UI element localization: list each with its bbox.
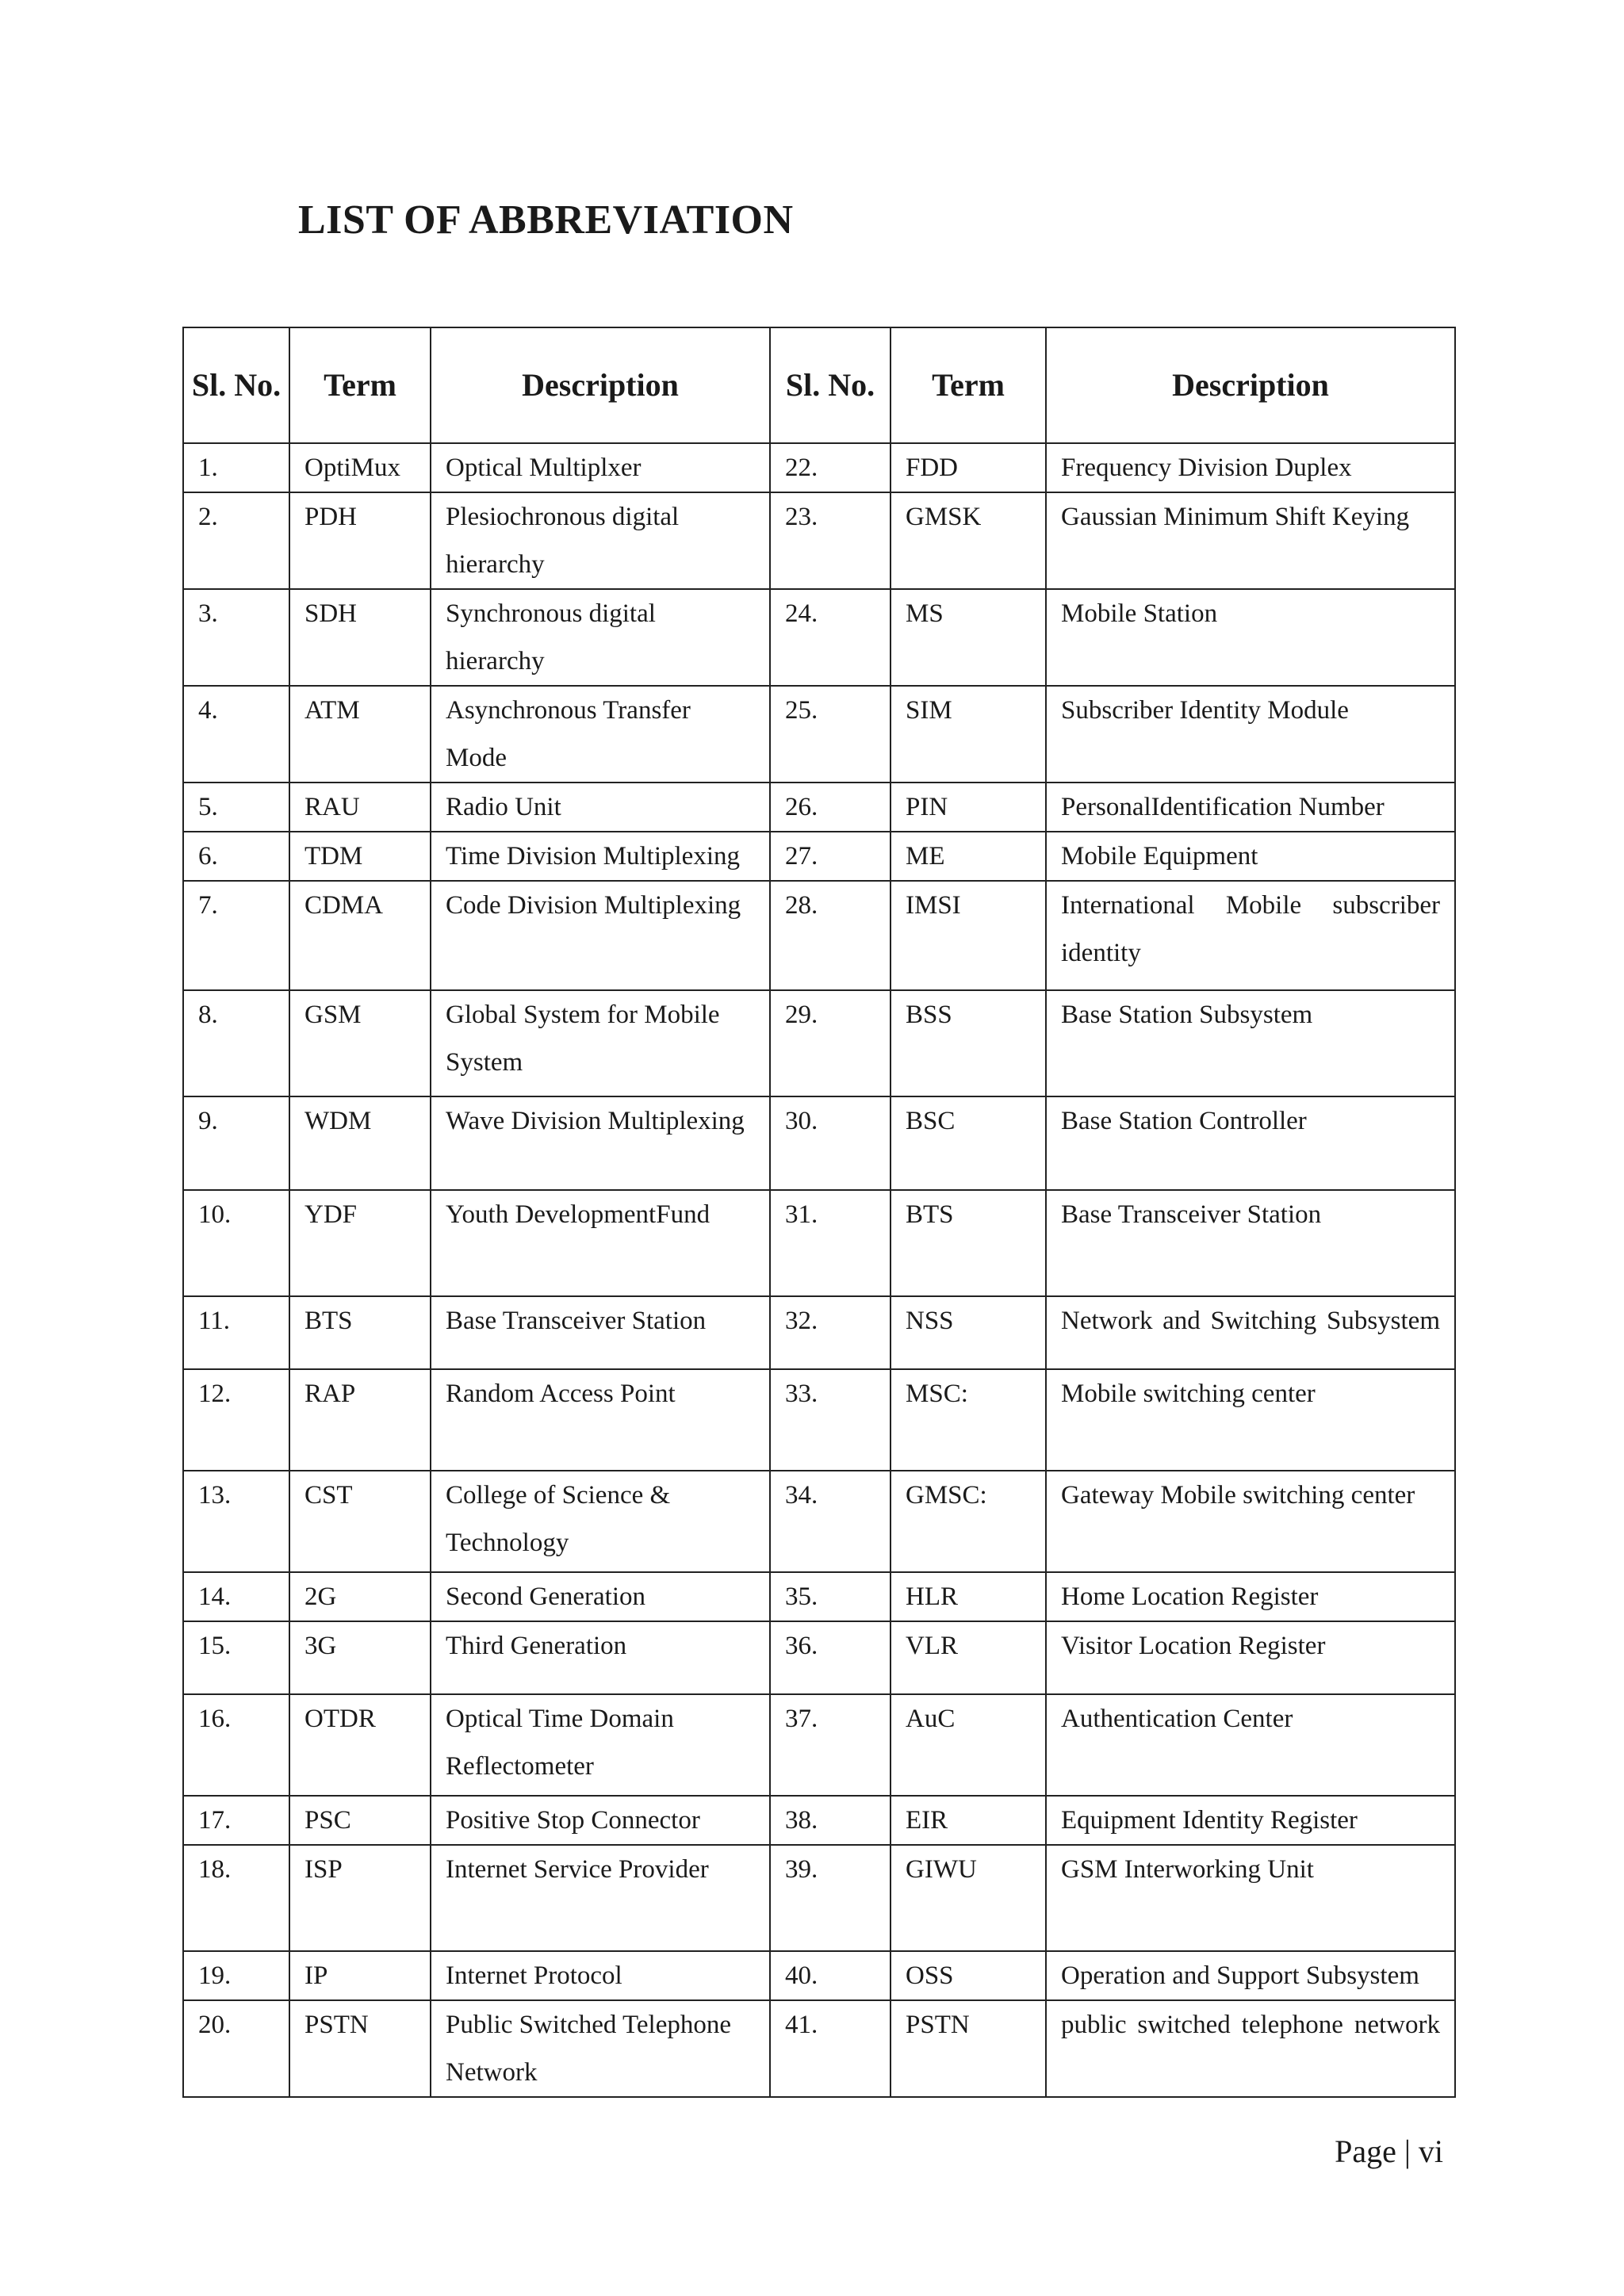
term-cell: IMSI — [891, 881, 1046, 990]
term-cell: CST — [289, 1471, 431, 1572]
sl-no-cell: 4. — [183, 686, 289, 783]
term-cell: PSTN — [891, 2000, 1046, 2097]
sl-no-cell: 31. — [770, 1190, 891, 1296]
sl-no-cell: 6. — [183, 832, 289, 881]
sl-no-cell: 5. — [183, 783, 289, 832]
term-cell: NSS — [891, 1296, 1046, 1369]
description-cell: Wave Division Multiplexing — [431, 1096, 770, 1190]
table-row — [183, 832, 1455, 881]
table-row — [183, 1845, 1455, 1951]
description-cell: Time Division Multiplexing — [431, 832, 770, 881]
sl-no-cell: 35. — [770, 1572, 891, 1621]
table-row — [183, 1471, 1455, 1572]
sl-no-cell: 41. — [770, 2000, 891, 2097]
description-cell: Mobile Equipment — [1046, 832, 1455, 881]
description-cell: Frequency Division Duplex — [1046, 443, 1455, 492]
description-cell: Gaussian Minimum Shift Keying — [1046, 492, 1455, 589]
sl-no-cell: 28. — [770, 881, 891, 990]
description-cell: Third Generation — [431, 1621, 770, 1694]
sl-no-cell: 2. — [183, 492, 289, 589]
term-cell: AuC — [891, 1694, 1046, 1796]
page-title: LIST OF ABBREVIATION — [298, 197, 794, 243]
header-term: Term — [891, 327, 1046, 443]
description-cell: GSM Interworking Unit — [1046, 1845, 1455, 1951]
term-cell: OSS — [891, 1951, 1046, 2000]
table-row — [183, 1621, 1455, 1694]
term-cell: GSM — [289, 990, 431, 1096]
table-row — [183, 990, 1455, 1096]
term-cell: BTS — [289, 1296, 431, 1369]
header-sl-no: Sl. No. — [770, 327, 891, 443]
header-sl-no: Sl. No. — [183, 327, 289, 443]
description-cell: Base Station Controller — [1046, 1096, 1455, 1190]
sl-no-cell: 22. — [770, 443, 891, 492]
table-row — [183, 686, 1455, 783]
sl-no-cell: 39. — [770, 1845, 891, 1951]
term-cell: SIM — [891, 686, 1046, 783]
sl-no-cell: 25. — [770, 686, 891, 783]
table-row — [183, 881, 1455, 990]
description-cell: Youth DevelopmentFund — [431, 1190, 770, 1296]
description-cell: Optical Time Domain Reflectometer — [431, 1694, 770, 1796]
term-cell: GMSC: — [891, 1471, 1046, 1572]
term-cell: OTDR — [289, 1694, 431, 1796]
header-description: Description — [431, 327, 770, 443]
term-cell: PIN — [891, 783, 1046, 832]
term-cell: MSC: — [891, 1369, 1046, 1471]
sl-no-cell: 14. — [183, 1572, 289, 1621]
sl-no-cell: 36. — [770, 1621, 891, 1694]
table-row — [183, 443, 1455, 492]
table-row — [183, 783, 1455, 832]
table-row — [183, 492, 1455, 589]
sl-no-cell: 40. — [770, 1951, 891, 2000]
description-cell: Internet Protocol — [431, 1951, 770, 2000]
description-cell: Asynchronous Transfer Mode — [431, 686, 770, 783]
description-cell: Mobile Station — [1046, 589, 1455, 686]
description-cell: PersonalIdentification Number — [1046, 783, 1455, 832]
sl-no-cell: 37. — [770, 1694, 891, 1796]
term-cell: EIR — [891, 1796, 1046, 1845]
header-description: Description — [1046, 327, 1455, 443]
sl-no-cell: 24. — [770, 589, 891, 686]
sl-no-cell: 38. — [770, 1796, 891, 1845]
term-cell: ME — [891, 832, 1046, 881]
table-row — [183, 1296, 1455, 1369]
description-cell: Mobile switching center — [1046, 1369, 1455, 1471]
table-row — [183, 1096, 1455, 1190]
sl-no-cell: 3. — [183, 589, 289, 686]
table-row — [183, 589, 1455, 686]
abbreviation-table — [182, 327, 1456, 2098]
term-cell: IP — [289, 1951, 431, 2000]
description-cell: Base Transceiver Station — [431, 1296, 770, 1369]
table-row — [183, 1369, 1455, 1471]
term-cell: WDM — [289, 1096, 431, 1190]
sl-no-cell: 7. — [183, 881, 289, 990]
term-cell: 2G — [289, 1572, 431, 1621]
term-cell: PSC — [289, 1796, 431, 1845]
sl-no-cell: 1. — [183, 443, 289, 492]
description-cell: Gateway Mobile switching center — [1046, 1471, 1455, 1572]
table-row — [183, 2000, 1455, 2097]
sl-no-cell: 13. — [183, 1471, 289, 1572]
description-cell: public switched telephone network — [1046, 2000, 1455, 2097]
table-row — [183, 1694, 1455, 1796]
term-cell: RAU — [289, 783, 431, 832]
description-cell: Operation and Support Subsystem — [1046, 1951, 1455, 2000]
sl-no-cell: 20. — [183, 2000, 289, 2097]
term-cell: CDMA — [289, 881, 431, 990]
description-cell: Equipment Identity Register — [1046, 1796, 1455, 1845]
term-cell: TDM — [289, 832, 431, 881]
description-cell: Subscriber Identity Module — [1046, 686, 1455, 783]
term-cell: RAP — [289, 1369, 431, 1471]
sl-no-cell: 16. — [183, 1694, 289, 1796]
description-cell: Base Station Subsystem — [1046, 990, 1455, 1096]
term-cell: BTS — [891, 1190, 1046, 1296]
sl-no-cell: 15. — [183, 1621, 289, 1694]
sl-no-cell: 23. — [770, 492, 891, 589]
table-row — [183, 1951, 1455, 2000]
sl-no-cell: 29. — [770, 990, 891, 1096]
term-cell: BSS — [891, 990, 1046, 1096]
sl-no-cell: 19. — [183, 1951, 289, 2000]
description-cell: Optical Multiplxer — [431, 443, 770, 492]
page-number: Page | vi — [1335, 2133, 1443, 2169]
description-cell: College of Science & Technology — [431, 1471, 770, 1572]
description-cell: Network and Switching Subsystem — [1046, 1296, 1455, 1369]
sl-no-cell: 11. — [183, 1296, 289, 1369]
description-cell: Visitor Location Register — [1046, 1621, 1455, 1694]
table-row — [183, 1190, 1455, 1296]
term-cell: BSC — [891, 1096, 1046, 1190]
table-header-row — [183, 327, 1455, 443]
sl-no-cell: 18. — [183, 1845, 289, 1951]
term-cell: GMSK — [891, 492, 1046, 589]
description-cell: Random Access Point — [431, 1369, 770, 1471]
term-cell: PSTN — [289, 2000, 431, 2097]
table-row — [183, 1572, 1455, 1621]
term-cell: ATM — [289, 686, 431, 783]
description-cell: Base Transceiver Station — [1046, 1190, 1455, 1296]
sl-no-cell: 8. — [183, 990, 289, 1096]
term-cell: HLR — [891, 1572, 1046, 1621]
term-cell: FDD — [891, 443, 1046, 492]
description-cell: Code Division Multiplexing — [431, 881, 770, 990]
sl-no-cell: 9. — [183, 1096, 289, 1190]
description-cell: Internet Service Provider — [431, 1845, 770, 1951]
term-cell: SDH — [289, 589, 431, 686]
term-cell: MS — [891, 589, 1046, 686]
sl-no-cell: 17. — [183, 1796, 289, 1845]
term-cell: GIWU — [891, 1845, 1046, 1951]
description-cell: Synchronous digital hierarchy — [431, 589, 770, 686]
sl-no-cell: 30. — [770, 1096, 891, 1190]
sl-no-cell: 33. — [770, 1369, 891, 1471]
description-cell: Plesiochronous digital hierarchy — [431, 492, 770, 589]
sl-no-cell: 34. — [770, 1471, 891, 1572]
sl-no-cell: 32. — [770, 1296, 891, 1369]
term-cell: ISP — [289, 1845, 431, 1951]
header-term: Term — [289, 327, 431, 443]
term-cell: OptiMux — [289, 443, 431, 492]
term-cell: VLR — [891, 1621, 1046, 1694]
term-cell: YDF — [289, 1190, 431, 1296]
sl-no-cell: 27. — [770, 832, 891, 881]
description-cell: Public Switched Telephone Network — [431, 2000, 770, 2097]
sl-no-cell: 12. — [183, 1369, 289, 1471]
description-cell: Home Location Register — [1046, 1572, 1455, 1621]
description-cell: Positive Stop Connector — [431, 1796, 770, 1845]
sl-no-cell: 26. — [770, 783, 891, 832]
term-cell: 3G — [289, 1621, 431, 1694]
sl-no-cell: 10. — [183, 1190, 289, 1296]
description-cell: International Mobile subscriber identity — [1046, 881, 1455, 990]
table-row — [183, 1796, 1455, 1845]
description-cell: Radio Unit — [431, 783, 770, 832]
description-cell: Global System for Mobile System — [431, 990, 770, 1096]
term-cell: PDH — [289, 492, 431, 589]
description-cell: Authentication Center — [1046, 1694, 1455, 1796]
description-cell: Second Generation — [431, 1572, 770, 1621]
